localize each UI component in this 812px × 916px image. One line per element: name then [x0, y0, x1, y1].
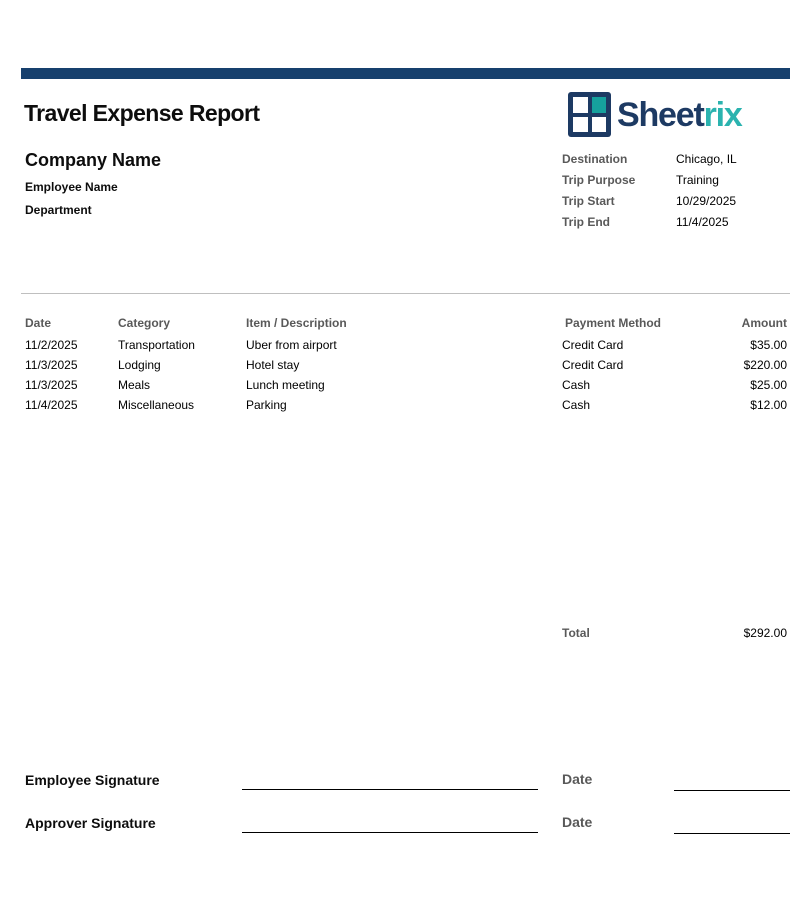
cell-item: Parking	[246, 398, 287, 412]
employee-signature-label: Employee Signature	[25, 772, 160, 788]
logo-pane	[592, 117, 607, 133]
column-header-item: Item / Description	[246, 316, 347, 330]
trip-field-value: 10/29/2025	[676, 194, 737, 208]
brand-name-accent: rix	[703, 95, 742, 134]
cell-payment: Cash	[562, 398, 591, 412]
approver-date-line	[674, 833, 790, 834]
table-row	[25, 398, 787, 418]
trip-field-value: Training	[676, 173, 719, 187]
table-row	[25, 338, 787, 358]
trip-field-label: Trip End	[562, 215, 610, 229]
company-block	[25, 150, 161, 226]
expense-table	[25, 316, 787, 418]
company-name: Company Name	[25, 150, 162, 170]
brand-name-primary: Sheet	[617, 95, 704, 134]
trip-field-label: Trip Purpose	[562, 173, 636, 187]
trip-info	[562, 152, 790, 236]
approver-signature-line	[242, 832, 538, 833]
cell-amount: $35.00	[750, 338, 787, 352]
column-header-payment: Payment Method	[565, 316, 662, 330]
employee-signature-line	[242, 789, 538, 790]
cell-item: Hotel stay	[246, 358, 300, 372]
cell-date: 11/4/2025	[25, 398, 78, 412]
cell-amount: $220.00	[743, 358, 787, 372]
cell-date: 11/2/2025	[25, 338, 78, 352]
approver-signature-label: Approver Signature	[25, 815, 156, 831]
table-header-row	[25, 316, 787, 338]
department: Department	[25, 203, 92, 217]
approver-date-label: Date	[562, 814, 593, 830]
section-divider	[21, 293, 790, 294]
brand-name	[617, 95, 742, 134]
cell-item: Uber from airport	[246, 338, 337, 352]
cell-amount: $12.00	[750, 398, 787, 412]
grid-2x2-icon	[568, 92, 611, 137]
trip-row-start	[562, 194, 790, 215]
cell-date: 11/3/2025	[25, 358, 78, 372]
logo-pane	[573, 117, 588, 133]
total-value: $292.00	[743, 626, 787, 640]
column-header-amount: Amount	[741, 316, 787, 330]
cell-date: 11/3/2025	[25, 378, 78, 392]
trip-row-end	[562, 215, 790, 236]
cell-category: Meals	[118, 378, 151, 392]
logo-pane-teal	[592, 97, 607, 113]
top-accent-bar	[21, 68, 790, 79]
page-title: Travel Expense Report	[24, 100, 260, 126]
employee-date-label: Date	[562, 771, 593, 787]
employee-name: Employee Name	[25, 180, 118, 194]
cell-category: Miscellaneous	[118, 398, 195, 412]
cell-category: Lodging	[118, 358, 161, 372]
logo-pane	[573, 97, 588, 113]
table-row	[25, 358, 787, 378]
cell-category: Transportation	[118, 338, 195, 352]
trip-row-destination	[562, 152, 790, 173]
column-header-category: Category	[118, 316, 171, 330]
table-row	[25, 378, 787, 398]
total-row	[562, 626, 787, 640]
trip-row-purpose	[562, 173, 790, 194]
cell-amount: $25.00	[750, 378, 787, 392]
employee-date-line	[674, 790, 790, 791]
total-label: Total	[562, 626, 590, 640]
column-header-date: Date	[25, 316, 52, 330]
trip-field-value: 11/4/2025	[676, 215, 729, 229]
cell-item: Lunch meeting	[246, 378, 325, 392]
trip-field-label: Destination	[562, 152, 628, 166]
cell-payment: Credit Card	[562, 338, 624, 352]
brand-logo	[568, 92, 742, 137]
trip-field-label: Trip Start	[562, 194, 615, 208]
cell-payment: Cash	[562, 378, 591, 392]
cell-payment: Credit Card	[562, 358, 624, 372]
trip-field-value: Chicago, IL	[676, 152, 737, 166]
